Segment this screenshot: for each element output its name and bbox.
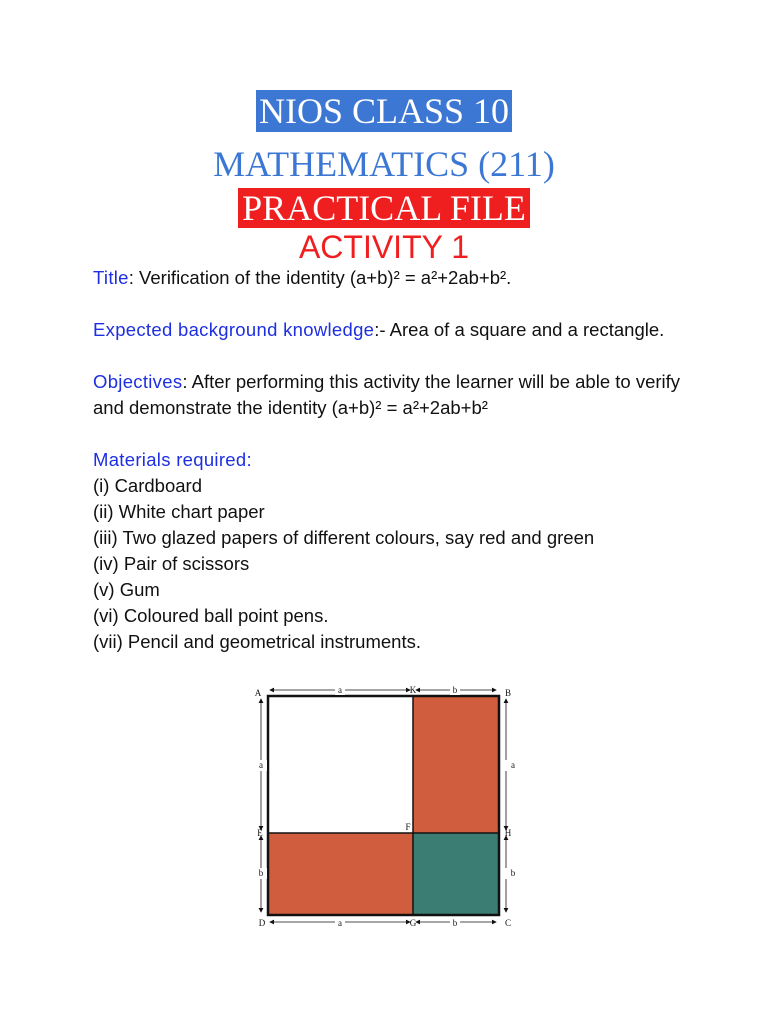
vertex-label-a: A xyxy=(254,688,262,698)
materials-heading xyxy=(93,447,693,473)
dim-label-bottom-a: a xyxy=(338,918,342,928)
identity-square-diagram xyxy=(250,680,525,936)
dim-label-top-a: a xyxy=(338,685,342,695)
title-label: Title xyxy=(93,267,129,288)
list-item: (v) Gum xyxy=(93,579,160,600)
dim-label-left-b: b xyxy=(258,868,264,878)
rect-ab-top-right xyxy=(413,696,499,833)
dim-label-top-b: b xyxy=(452,685,458,695)
background-text: :- Area of a square and a rectangle. xyxy=(374,319,665,340)
background-label: Expected background knowledge xyxy=(93,319,375,340)
vertex-label-d: D xyxy=(258,918,266,928)
square-b-squared xyxy=(413,833,499,915)
list-item: (ii) White chart paper xyxy=(93,501,265,522)
objectives-paragraph xyxy=(93,369,693,421)
list-item: (vii) Pencil and geometrical instruments. xyxy=(93,631,421,652)
dim-label-right-b: b xyxy=(510,868,516,878)
vertex-label-c: C xyxy=(504,918,512,928)
vertex-label-h: H xyxy=(504,828,512,838)
header-activity: ACTIVITY 1 xyxy=(298,229,470,265)
document-header xyxy=(0,90,768,266)
dim-label-right-a: a xyxy=(511,760,515,770)
vertex-label-f: F xyxy=(405,822,411,832)
dim-label-left-a: a xyxy=(259,760,263,770)
list-item: (iii) Two glazed papers of different colours, say red and green xyxy=(93,527,595,548)
materials-label: Materials required xyxy=(93,449,247,470)
background-paragraph xyxy=(93,317,693,343)
rect-ab-bottom-left xyxy=(268,833,413,915)
header-subject: MATHEMATICS (211) xyxy=(213,144,555,184)
square-a-squared xyxy=(268,696,413,833)
dim-label-bottom-b: b xyxy=(452,918,458,928)
materials-colon: : xyxy=(246,449,252,470)
header-practical-file: PRACTICAL FILE xyxy=(238,188,530,228)
title-text: : Verification of the identity (a+b)² = a²+2ab+b². xyxy=(128,267,512,288)
vertex-label-k: K xyxy=(409,685,417,695)
document-body xyxy=(93,265,693,655)
vertex-label-e: E xyxy=(257,828,263,838)
vertex-label-b: B xyxy=(504,688,512,698)
header-nios-class: NIOS CLASS 10 xyxy=(256,90,512,132)
list-item: (iv) Pair of scissors xyxy=(93,553,250,574)
title-paragraph xyxy=(93,265,693,291)
objectives-label: Objectives xyxy=(93,371,183,392)
list-item: (vi) Coloured ball point pens. xyxy=(93,605,329,626)
vertex-label-g: G xyxy=(409,918,417,928)
list-item: (i) Cardboard xyxy=(93,475,202,496)
objectives-text: : After performing this activity the learner will be able to verify and demonstrate the identity (a+b)² = a²+2ab+b² xyxy=(93,371,681,418)
